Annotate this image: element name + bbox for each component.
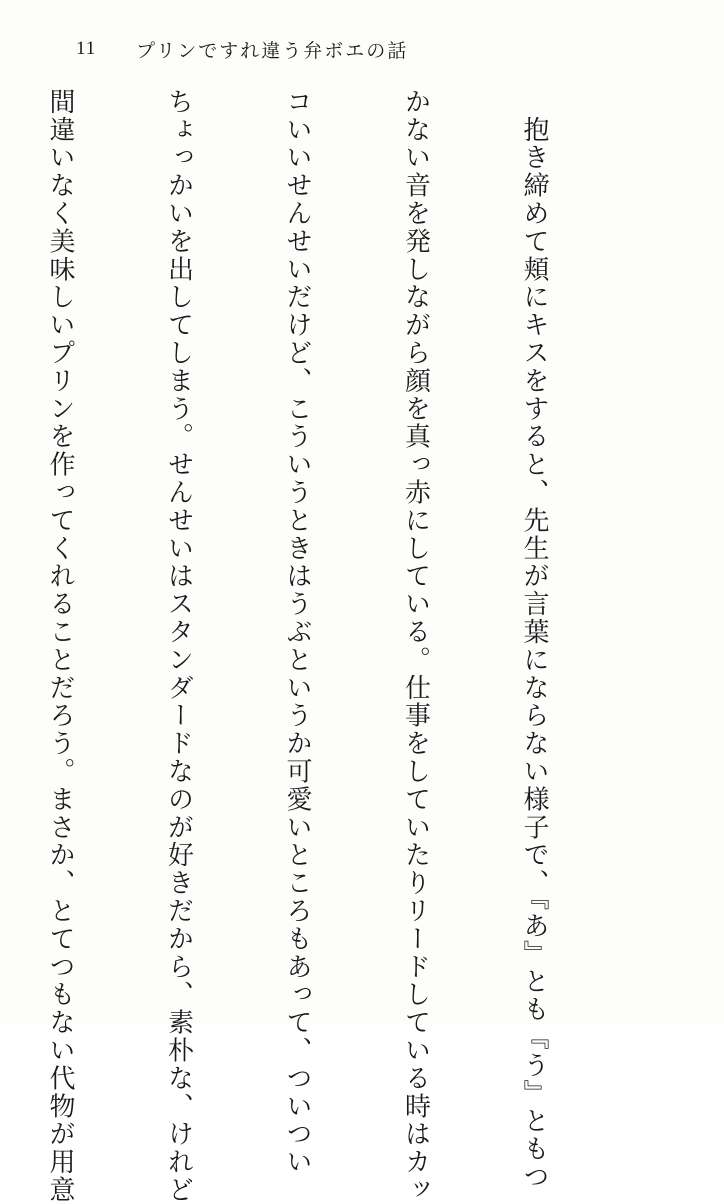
- page-number: 11: [76, 38, 97, 59]
- running-title: プリンですれ違う弁ボエの話: [136, 39, 409, 62]
- text-line: 間違いなく美味しいプリンを作ってくれることだろう。まさか、とてつもない代物が用意: [45, 88, 75, 1204]
- body-text: [0, 88, 632, 1204]
- text-line: かない音を発しながら顔を真っ赤にしている。仕事をしていたりリードしている時はカッ: [400, 88, 431, 1204]
- text-line: ちょっかいを出してしまう。せんせいはスタンダードなのが好きだから、素朴な、けれど: [163, 88, 194, 1204]
- text-line: コいいせんせいだけど、こういうときはうぶというか可愛いところもあって、ついつい: [282, 88, 312, 1177]
- page-header: [76, 34, 408, 64]
- text-line: 抱き締めて頬にキスをすると、先生が言葉にならない様子で、『あ』とも『う』ともつ: [519, 88, 549, 1191]
